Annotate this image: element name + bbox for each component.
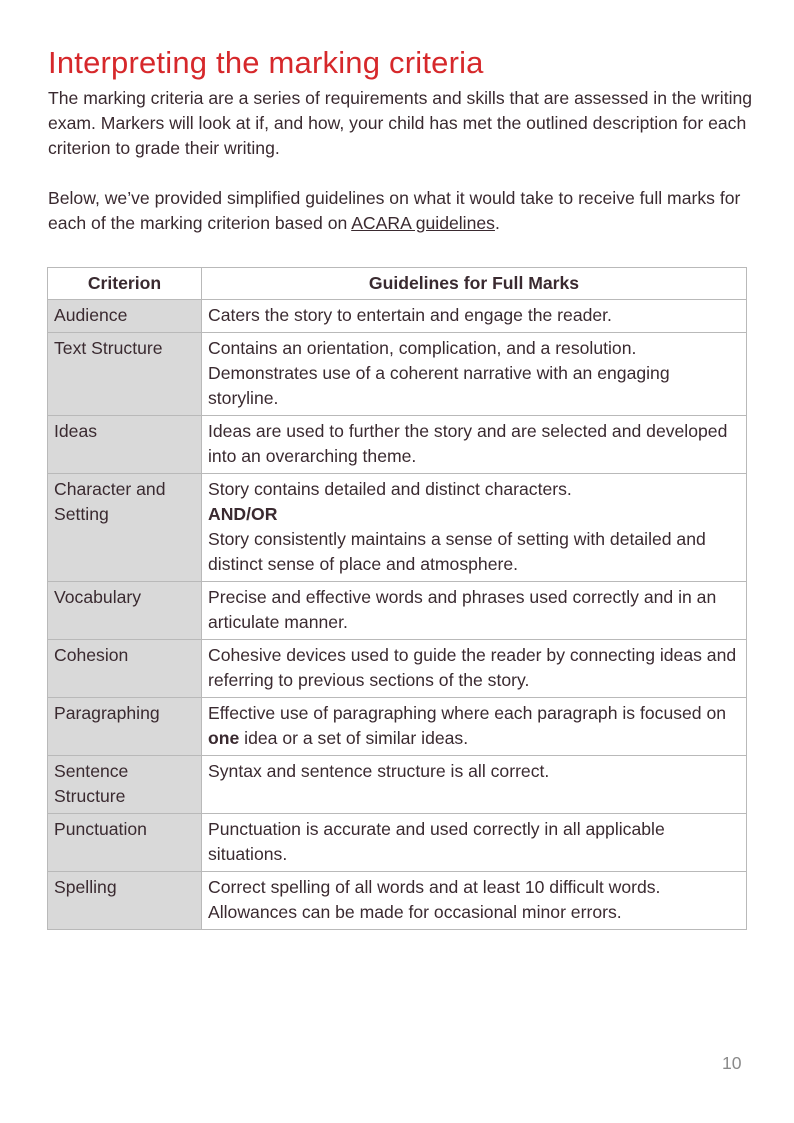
table-row-audience bbox=[48, 300, 747, 333]
table-row-character-setting bbox=[48, 474, 747, 582]
guidelines-cell: Ideas are used to further the story and are selected and developed into an overarching theme. bbox=[202, 416, 747, 474]
guidelines-cell: Punctuation is accurate and used correctly in all applicable situations. bbox=[202, 814, 747, 872]
guidelines-paragraph-text: Below, we’ve provided simplified guidelines on what it would take to receive full marks for each of the marking criterion based on bbox=[48, 188, 741, 233]
criterion-cell: Punctuation bbox=[48, 814, 202, 872]
guidelines-cell bbox=[202, 474, 747, 582]
table-row-text-structure bbox=[48, 333, 747, 416]
page-number: 10 bbox=[722, 1053, 742, 1073]
table-row-sentence-structure bbox=[48, 756, 747, 814]
guidelines-text-end: idea or a set of similar ideas. bbox=[239, 728, 469, 748]
guidelines-cell: Correct spelling of all words and at least 10 difficult words. Allowances can be made for occasional minor errors. bbox=[202, 872, 747, 930]
guidelines-column-header: Guidelines for Full Marks bbox=[202, 268, 747, 300]
intro-paragraph: The marking criteria are a series of requirements and skills that are assessed in the writing exam. Markers will look at if, and how, your child has met the outlined description for each criterion to grade their writing. bbox=[48, 88, 753, 158]
table-row-paragraphing bbox=[48, 698, 747, 756]
table-row-spelling bbox=[48, 872, 747, 930]
table-row-punctuation bbox=[48, 814, 747, 872]
marking-criteria-table bbox=[47, 267, 747, 930]
guidelines-cell: Contains an orientation, complication, and a resolution. Demonstrates use of a coherent narrative with an engaging storyline. bbox=[202, 333, 747, 416]
emphasis-one: one bbox=[208, 728, 240, 748]
criterion-cell: Cohesion bbox=[48, 640, 202, 698]
guidelines-cell: Cohesive devices used to guide the reader by connecting ideas and referring to previous sections of the story. bbox=[202, 640, 747, 698]
guidelines-cell: Precise and effective words and phrases used correctly and in an articulate manner. bbox=[202, 582, 747, 640]
criterion-cell: Paragraphing bbox=[48, 698, 202, 756]
criterion-cell: Vocabulary bbox=[48, 582, 202, 640]
guidelines-text-characters: Story contains detailed and distinct characters. bbox=[208, 479, 572, 499]
criterion-cell: Ideas bbox=[48, 416, 202, 474]
criterion-column-header: Criterion bbox=[48, 268, 202, 300]
criterion-cell: Spelling bbox=[48, 872, 202, 930]
table-row-ideas bbox=[48, 416, 747, 474]
guidelines-paragraph bbox=[48, 186, 760, 236]
guidelines-cell bbox=[202, 698, 747, 756]
page-title: Interpreting the marking criteria bbox=[48, 45, 484, 80]
acara-guidelines-link[interactable]: ACARA guidelines bbox=[351, 213, 495, 233]
guidelines-cell: Caters the story to entertain and engage the reader. bbox=[202, 300, 747, 333]
guidelines-cell: Syntax and sentence structure is all correct. bbox=[202, 756, 747, 814]
table-row-cohesion bbox=[48, 640, 747, 698]
criterion-cell: Character and Setting bbox=[48, 474, 202, 582]
criterion-cell: Text Structure bbox=[48, 333, 202, 416]
guidelines-paragraph-end: . bbox=[494, 213, 500, 233]
table-header-row bbox=[48, 268, 747, 300]
criterion-cell: Sentence Structure bbox=[48, 756, 202, 814]
guidelines-text: Effective use of paragraphing where each paragraph is focused on bbox=[208, 703, 727, 723]
and-or-label: AND/OR bbox=[208, 504, 278, 524]
guidelines-text-setting: Story consistently maintains a sense of setting with detailed and distinct sense of place and atmosphere. bbox=[208, 529, 706, 574]
criterion-cell: Audience bbox=[48, 300, 202, 333]
table-row-vocabulary bbox=[48, 582, 747, 640]
